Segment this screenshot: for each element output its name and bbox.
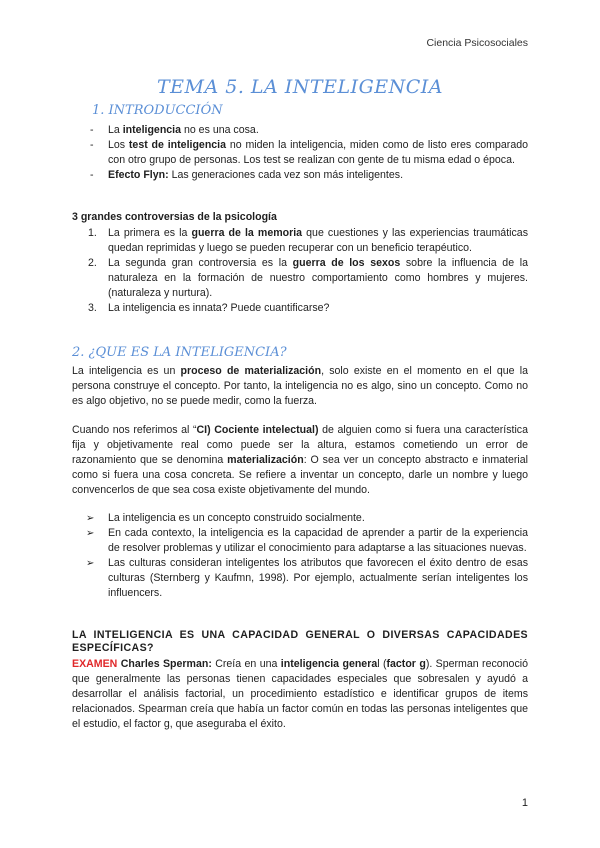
- bullet-marker: -: [90, 169, 94, 181]
- bold-term: CI) Cociente intelectual): [196, 424, 319, 436]
- text: La: [108, 124, 123, 136]
- text: sobre la influencia de la naturaleza en la formación de nuestro comportamiento como hombres y mujeres. (naturaleza y nurtura).: [108, 257, 528, 299]
- list-item: [72, 526, 528, 556]
- document-title: TEMA 5. LA INTELIGENCIA: [156, 76, 444, 98]
- intro-bullet-list: [72, 123, 528, 183]
- list-item: [72, 301, 528, 316]
- bold-term: factor g: [386, 658, 426, 670]
- bold-term: proceso de materialización: [180, 365, 322, 377]
- bold-term: Efecto Flyn:: [108, 169, 169, 181]
- text: La inteligencia es un concepto construido socialmente.: [108, 512, 365, 524]
- list-item: [72, 168, 528, 183]
- text: ). Sperman reconoció que generalmente las personas tienen capacidades especiales que sobresalen y ayudó a desarrollar el análisis factorial, un procedimiento estadístico e identificar grupos de items relacionados. Spearman creía que había un factor común en todas las personas inteligentes que el estudio, el factor g, que aseguraba el éxito.: [72, 658, 528, 730]
- capacidad-general-heading: LA INTELIGENCIA ES UNA CAPACIDAD GENERAL O DIVERSAS CAPACIDADES ESPECÍFICAS?: [72, 629, 528, 654]
- page-number: 1: [521, 797, 528, 809]
- text: La primera es la: [108, 227, 192, 239]
- text: no miden la inteligencia, miden como de listo eres comparado con otro grupo de personas. Los test se realizan con gente de tu misma edad o época.: [108, 139, 528, 166]
- number-marker: 2.: [88, 257, 97, 269]
- arrow-bullet-icon: ➢: [86, 513, 95, 524]
- text: de alguien como si fuera una característica fija y objetivamente real como puede ser la altura, estamos cometiendo un error de razonamiento que se denomina: [72, 424, 528, 466]
- exam-label: EXAMEN: [72, 658, 118, 670]
- text: La segunda gran controversia es la: [108, 257, 293, 269]
- paragraph-cociente-intelectual: [72, 423, 528, 498]
- text: La inteligencia es innata? Puede cuantificarse?: [108, 302, 330, 314]
- number-marker: 3.: [88, 302, 97, 314]
- list-item: [72, 511, 528, 526]
- text: : O sea ver un concepto abstracto e inmaterial como si fuera una cosa concreta. Se refiere a inventar un concepto, darle un nombre y luego convencerlos de que sea cosa existe objetivamente del mundo.: [72, 454, 528, 496]
- paragraph-sperman: [72, 657, 528, 732]
- text: , solo existe en el momento en el que la persona construye el concepto. Por tanto, la inteligencia no es algo, sino un concepto. Como no es algo objetivo, no se puede medir, como la fuerza.: [72, 365, 528, 407]
- bold-term: test de inteligencia: [128, 139, 227, 151]
- text: que cuestiones y las experiencias traumáticas quedan reprimidas y luego se pueden recuperar con un beneficio terapéutico.: [108, 227, 528, 254]
- controversies-heading: 3 grandes controversias de la psicología: [72, 211, 277, 223]
- list-item: [72, 226, 528, 256]
- bullet-marker: -: [90, 124, 94, 136]
- text: no es una cosa.: [181, 124, 259, 136]
- bullet-marker: -: [90, 139, 94, 151]
- bold-term: materialización: [227, 454, 304, 466]
- bold-term: inteligencia genera: [280, 658, 378, 670]
- text: La inteligencia es un: [72, 365, 181, 377]
- text: Creía en una: [211, 658, 281, 670]
- section-heading-que-es-la-inteligencia: 2. ¿QUE ES LA INTELIGENCIA?: [72, 345, 287, 360]
- list-item: [72, 256, 528, 301]
- text: Los: [108, 139, 129, 151]
- list-item: [72, 556, 528, 601]
- list-item: [72, 123, 528, 138]
- arrow-bullet-list: [72, 511, 528, 601]
- bold-term: guerra de la memoria: [191, 227, 303, 239]
- text: Las generaciones cada vez son más inteligentes.: [168, 169, 404, 181]
- list-item: [72, 138, 528, 168]
- paragraph-materializacion: [72, 364, 528, 409]
- text: En cada contexto, la inteligencia es la capacidad de aprender a partir de la experiencia de resolver problemas y utilizar el conocimiento para adaptarse a las situaciones nuevas.: [108, 527, 528, 554]
- text: Cuando nos referimos al “: [72, 424, 197, 436]
- bold-term: inteligencia: [122, 124, 182, 136]
- bold-term: Charles Sperman:: [117, 658, 212, 670]
- text: Las culturas consideran inteligentes los atributos que favorecen el éxito dentro de esas culturas (Sternberg y Kaufmn, 1998). Por ejemplo, actualmente serían inteligentes los influencers.: [108, 557, 528, 599]
- section-heading-introduccion: 1. INTRODUCCIÓN: [92, 103, 223, 118]
- arrow-bullet-icon: ➢: [86, 528, 95, 539]
- arrow-bullet-icon: ➢: [86, 558, 95, 569]
- running-header: Ciencia Psicosociales: [426, 37, 528, 49]
- text: l (: [377, 658, 387, 670]
- controversies-list: [72, 226, 528, 316]
- bold-term: guerra de los sexos: [292, 257, 401, 269]
- number-marker: 1.: [88, 227, 97, 239]
